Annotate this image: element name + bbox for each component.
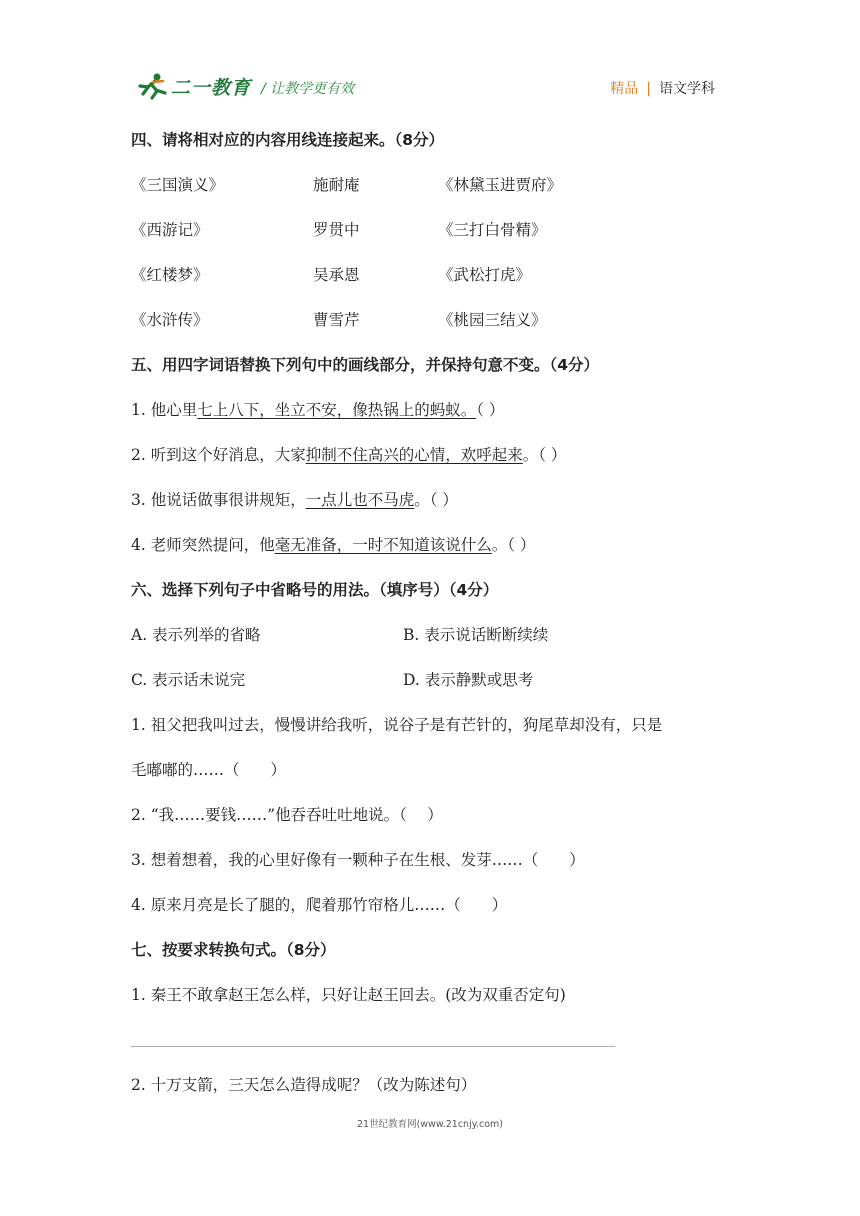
transform-question-1: 1. 秦王不敢拿赵王怎么样，只好让赵王回去。(改为双重否定句) [131,986,566,1004]
section4-title: 四、请将相对应的内容用线连接起来。（8分） [131,131,445,149]
question-item [131,443,566,465]
match-author: 施耐庵 [313,176,360,194]
question-3: 3. 想着想着，我的心里好像有一颗种子在生根、发芽……（ ） [131,851,585,869]
slogan: / 让教学更有效 [261,81,355,97]
question-1-line1: 1. 祖父把我叫过去，慢慢讲给我听，说谷子是有芒针的，狗尾草却没有，只是 [131,716,663,734]
match-book: 《西游记》 [131,221,209,239]
logo [135,72,251,100]
section7-title: 七、按要求转换句式。（8分） [131,941,336,959]
section6-title: 六、选择下列句子中省略号的用法。（填序号）（4分） [131,581,499,599]
match-author: 罗贯中 [313,221,360,239]
option-d: D. 表示静默或思考 [403,671,534,689]
underlined-text: 一点儿也不马虎 [305,491,415,509]
question-text: 2. 听到这个好消息，大家 [131,446,306,464]
question-item [131,533,535,555]
question-item [131,398,504,420]
question-text: 3. 他说话做事很讲规矩， [131,491,306,509]
answer-blank: 。（ ） [522,446,567,464]
question-item [131,488,458,510]
answer-blank: 。（ ） [491,536,536,554]
answer-blank: 。（ ） [414,491,458,509]
underlined-text: 毫无准备，一时不知道该说什么 [274,536,492,554]
match-author: 曹雪芹 [313,311,360,329]
page-footer: 21世纪教育网(www.21cnjy.com) [356,1119,503,1130]
question-4: 4. 原来月亮是长了腿的，爬着那竹帘格儿……（ ） [131,896,508,914]
match-author: 吴承恩 [313,266,360,284]
answer-line [131,1046,615,1047]
match-chapter: 《林黛玉进贾府》 [438,176,563,194]
option-c: C. 表示话未说完 [131,671,246,689]
option-b: B. 表示说话断断续续 [403,626,549,644]
match-book: 《三国演义》 [131,176,225,194]
header-right [610,78,715,98]
transform-question-2: 2. 十万支箭，三天怎么造得成呢？（改为陈述句） [131,1076,477,1094]
section5-title: 五、用四字词语替换下列句中的画线部分，并保持句意不变。（4分） [131,356,600,374]
logo-text: 二一教育 [171,76,252,99]
underlined-text: 抑制不住高兴的心情，欢呼起来 [305,446,523,464]
match-book: 《水浒传》 [131,311,209,329]
quality-label: 精品 [610,81,639,97]
header-separator: | [646,81,651,97]
question-1-line2: 毛嘟嘟的……（ ） [131,761,287,779]
question-2: 2. “我……要钱……”他吞吞吐吐地说。（ ） [131,806,443,824]
option-a: A. 表示列举的省略 [131,626,261,644]
question-text: 4. 老师突然提问，他 [131,536,275,554]
page-header [135,66,715,106]
running-figure-icon [135,72,169,100]
subject-label: 语文学科 [659,81,715,97]
question-text: 1. 他心里 [131,401,198,419]
match-chapter: 《三打白骨精》 [438,221,547,239]
answer-blank: （ ） [476,401,505,419]
match-chapter: 《武松打虎》 [438,266,532,284]
match-chapter: 《桃园三结义》 [438,311,547,329]
match-book: 《红楼梦》 [131,266,209,284]
underlined-text: 七上八下，坐立不安，像热锅上的蚂蚁。 [197,401,477,419]
